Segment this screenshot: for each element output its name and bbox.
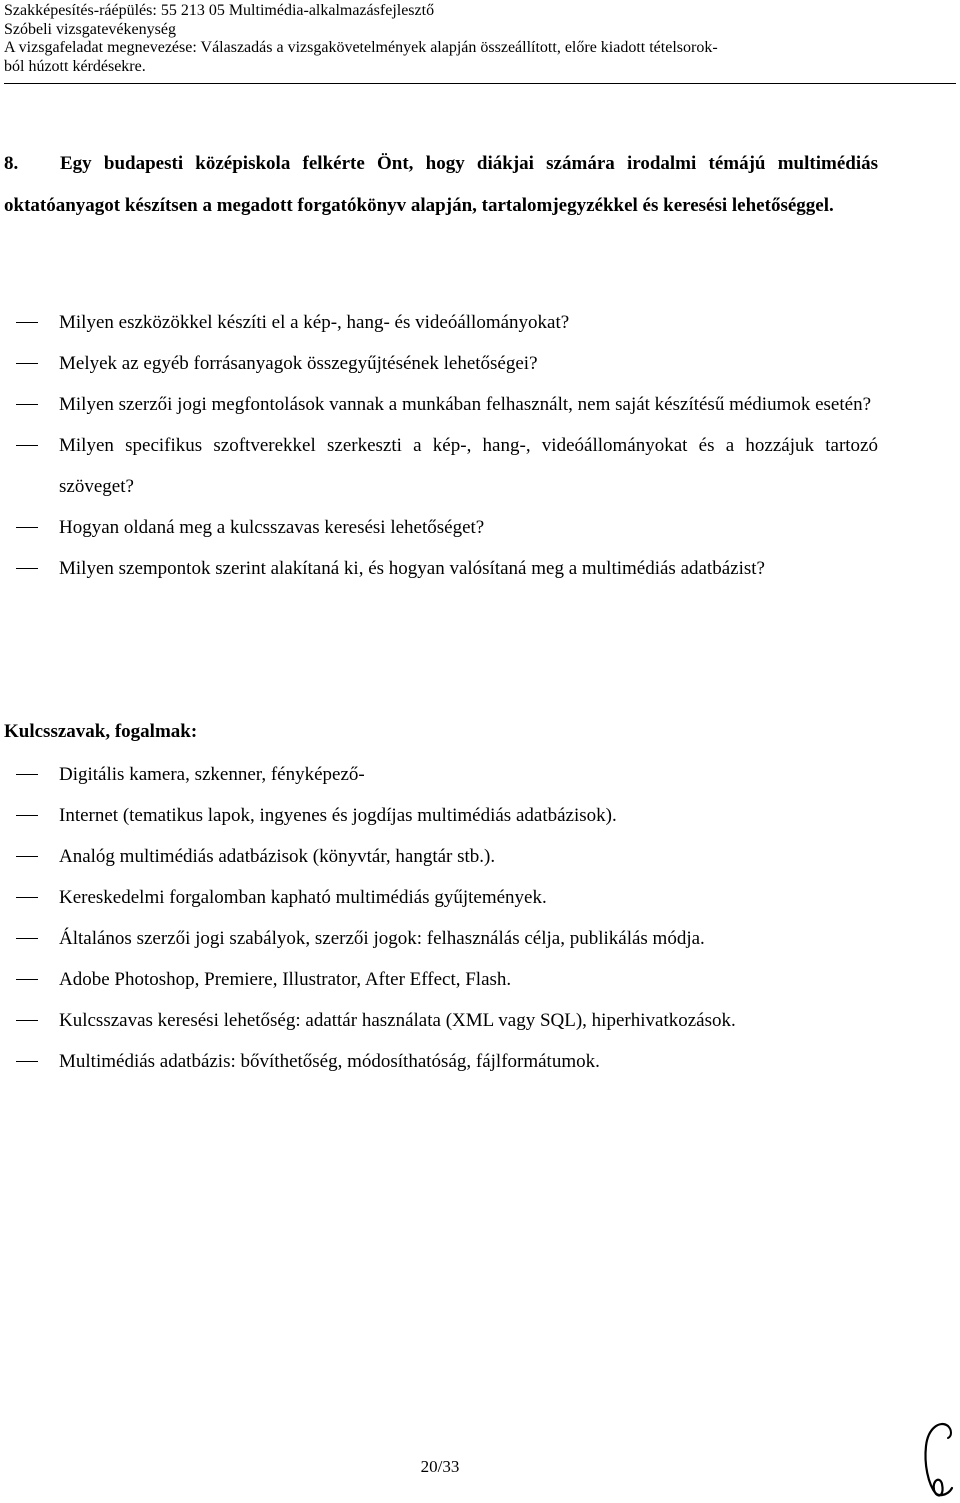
question-number: 8. [4,153,19,174]
dash-bullet-icon [16,363,38,364]
keyword-text: Kereskedelmi forgalomban kapható multimédiás gyűjtemények. [59,887,547,908]
list-item [4,754,878,795]
page-number: 20/33 [420,1457,460,1476]
sub-question-text: Milyen szempontok szerint alakítaná ki, és hogyan valósítaná meg a multimédiás adatbázist? [59,558,765,579]
keyword-text: Analóg multimédiás adatbázisok (könyvtár, hangtár stb.). [59,846,496,867]
dash-bullet-icon [16,527,38,528]
dash-bullet-icon [16,404,38,405]
sub-question-text: Melyek az egyéb forrásanyagok összegyűjtésének lehetőségei? [59,353,538,374]
keyword-text: Digitális kamera, szkenner, fényképező- [59,764,365,785]
dash-bullet-icon [16,322,38,323]
list-item [4,1041,878,1082]
keyword-text: Kulcsszavas keresési lehetőség: adattár használata (XML vagy SQL), hiperhivatkozások. [59,1010,736,1031]
header-task-name-cont: ból húzott kérdésekre. [4,57,146,75]
page-header [4,2,904,76]
signature-mark [918,1418,958,1500]
list-item [4,918,878,959]
keywords-list [4,754,878,1082]
header-divider [4,83,956,84]
dash-bullet-icon [16,1020,38,1021]
list-item [4,548,878,589]
dash-bullet-icon [16,774,38,775]
list-item [4,1000,878,1041]
sub-question-text: Hogyan oldaná meg a kulcsszavas keresési lehetőséget? [59,517,485,538]
dash-bullet-icon [16,815,38,816]
sub-question-list [4,302,878,589]
keyword-text: Multimédiás adatbázis: bővíthetőség, módosíthatóság, fájlformátumok. [59,1051,600,1072]
dash-bullet-icon [16,938,38,939]
list-item [4,425,878,507]
dash-bullet-icon [16,979,38,980]
sub-question-text: Milyen szerzői jogi megfontolások vannak a munkában felhasznált, nem saját készítésű médiumok esetén? [59,394,871,415]
keyword-text: Internet (tematikus lapok, ingyenes és jogdíjas multimédiás adatbázisok). [59,805,617,826]
list-item [4,507,878,548]
header-qualification: Szakképesítés-ráépülés: 55 213 05 Multimédia-alkalmazásfejlesztő [4,2,435,19]
list-item [4,959,878,1000]
dash-bullet-icon [16,1061,38,1062]
dash-bullet-icon [16,445,38,446]
question-text: Egy budapesti középiskola felkérte Önt, hogy diákjai számára irodalmi témájú multimédiás oktatóanyagot készítsen a megadott forgatókönyv alapján, tartalomjegyzékkel és keresési lehetőséggel. [4,153,878,216]
question-block [4,143,878,227]
list-item [4,343,878,384]
keyword-text: Általános szerzői jogi szabályok, szerzői jogok: felhasználás célja, publikálás módja. [59,928,705,949]
dash-bullet-icon [16,897,38,898]
header-task-name: A vizsgafeladat megnevezése: Válaszadás a vizsgakövetelmények alapján összeállított, előre kiadott tételsorok- [4,39,718,56]
list-item [4,384,878,425]
dash-bullet-icon [16,568,38,569]
sub-question-text: Milyen eszközökkel készíti el a kép-, hang- és videóállományokat? [59,312,570,333]
list-item [4,795,878,836]
list-item [4,836,878,877]
header-exam-activity: Szóbeli vizsgatevékenység [4,20,176,38]
keywords-heading: Kulcsszavak, fogalmak: [4,721,198,742]
sub-question-text: Milyen specifikus szoftverekkel szerkeszti a kép-, hang-, videóállományokat és a hozzájuk tartozó szöveget? [59,435,878,497]
keyword-text: Adobe Photoshop, Premiere, Illustrator, After Effect, Flash. [59,969,512,990]
list-item [4,302,878,343]
list-item [4,877,878,918]
dash-bullet-icon [16,856,38,857]
